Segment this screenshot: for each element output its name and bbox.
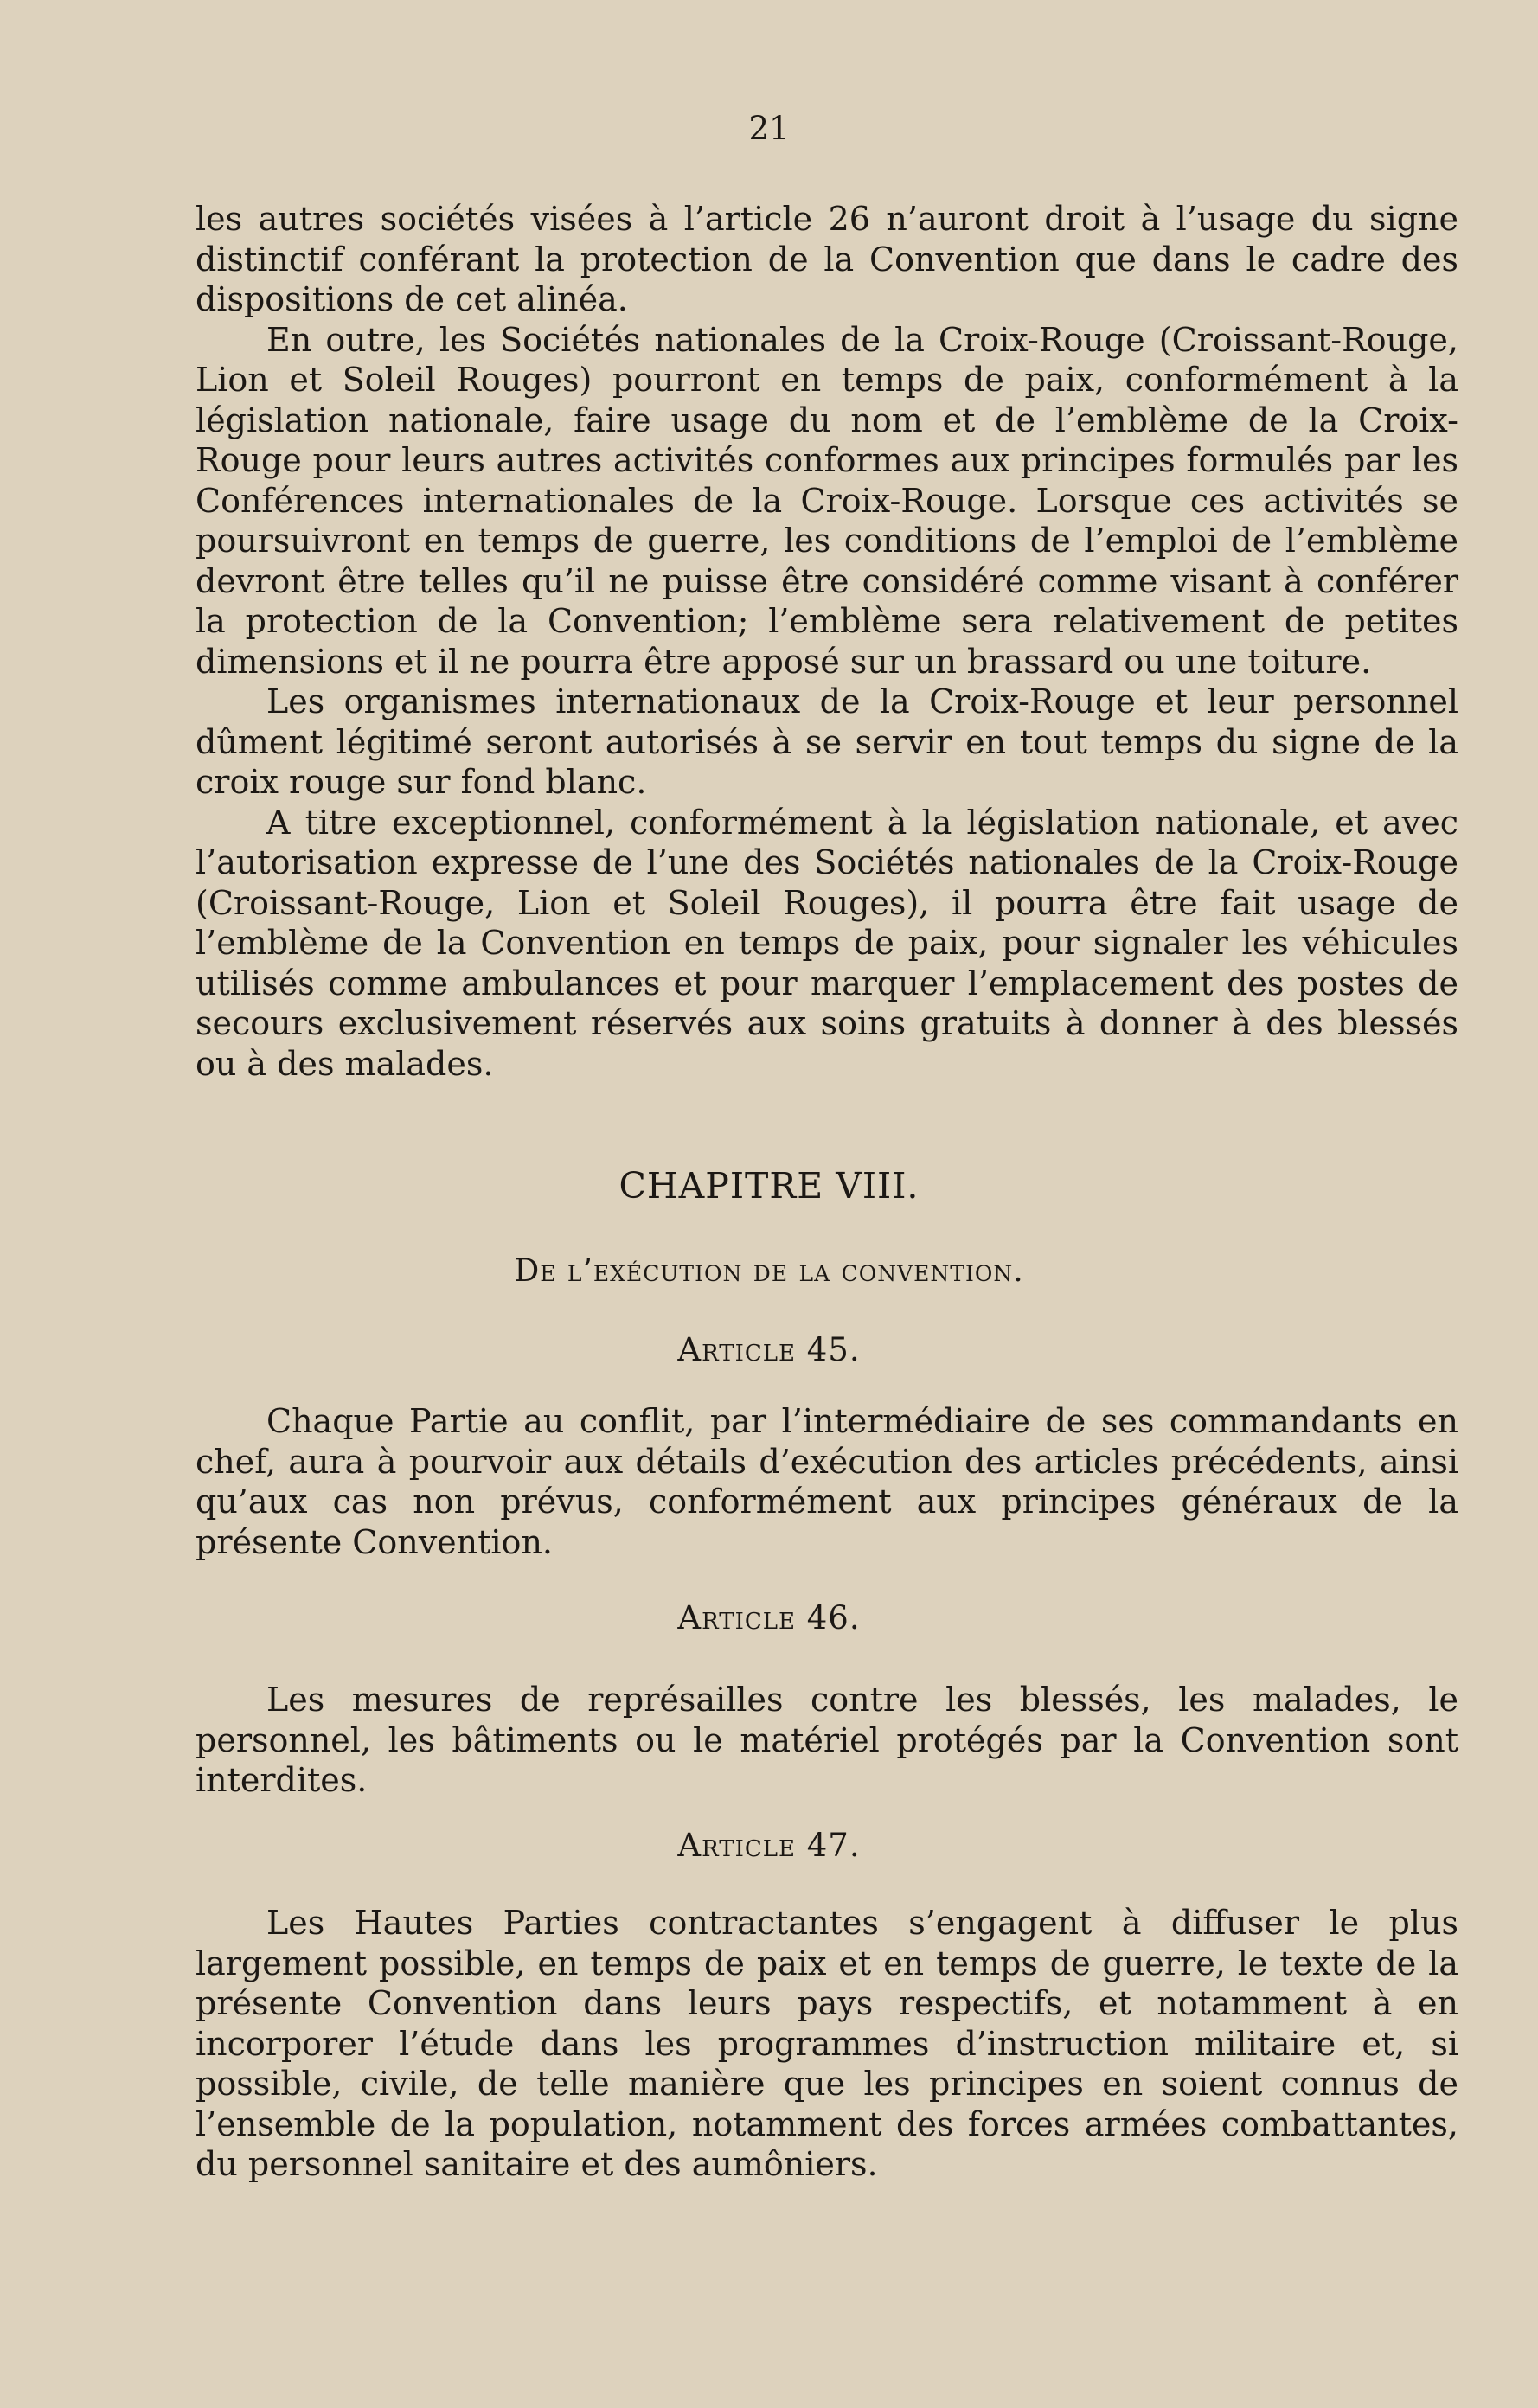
page-number: 21 bbox=[748, 110, 790, 147]
paragraph-exceptional-use: A titre exceptionnel, conformément à la législation nationale, et avec l’autorisation expresse de l’une des Sociétés nationales de la Croix-Rouge (Croissant-Rouge, Lion et Soleil Rouges), il pourra être fait usage de l’emblème de la Convention en temps de paix, pour signaler les véhicules utilisés comme ambulances et pour marquer l’emplacement des postes de secours exclusivement réservés aux soins gratuits à donner à des blessés ou à des malades. bbox=[195, 803, 1458, 1083]
chapter-subtitle: De l’exécution de la convention. bbox=[514, 1253, 1024, 1289]
article-45-body bbox=[195, 1401, 1458, 1562]
chapter-title: CHAPITRE VIII. bbox=[618, 1165, 920, 1207]
article-46-title: Article 46. bbox=[677, 1599, 861, 1636]
paragraph-national-societies: En outre, les Sociétés nationales de la Croix-Rouge (Croissant-Rouge, Lion et Soleil Rouges) pourront en temps de paix, conformément à la législation nationale, faire usage du nom et de l’emblème de la Croix-Rouge pour leurs autres activités conformes aux principes formulés par les Conférences internationales de la Croix-Rouge. Lorsque ces activités se poursuivront en temps de guerre, les conditions de l’emploi de l’emblème devront être telles qu’il ne puisse être considéré comme visant à conférer la protection de la Convention; l’emblème sera relativement de petites dimensions et il ne pourra être apposé sur un brassard ou une toiture. bbox=[195, 320, 1458, 681]
paragraph-international-organisms: Les organismes internationaux de la Croix-Rouge et leur personnel dûment légitimé seront autorisés à se servir en tout temps du signe de la croix rouge sur fond blanc. bbox=[195, 682, 1458, 801]
paragraph-continued: les autres sociétés visées à l’article 26 n’auront droit à l’usage du signe distinctif conférant la protection de la Convention que dans le cadre des dispositions de cet alinéa. bbox=[195, 200, 1458, 318]
article-46-body bbox=[195, 1680, 1458, 1801]
article-46-text: Les mesures de représailles contre les blessés, les malades, le personnel, les bâtiments ou le matériel protégés par la Convention sont interdites. bbox=[195, 1681, 1458, 1799]
article-47-body bbox=[195, 1903, 1458, 2185]
article-45-text: Chaque Partie au conflit, par l’intermédiaire de ses commandants en chef, aura à pourvoir aux détails d’exécution des articles précédents, ainsi qu’aux cas non prévus, conformément aux principes généraux de la présente Convention. bbox=[195, 1402, 1458, 1561]
article-45-title: Article 45. bbox=[677, 1331, 861, 1368]
article-47-text: Les Hautes Parties contractantes s’engagent à diffuser le plus largement possible, en temps de paix et en temps de guerre, le texte de la présente Convention dans leurs pays respectifs, et notamment à en incorporer l’étude dans les programmes d’instruction militaire et, si possible, civile, de telle manière que les principes en soient connus de l’ensemble de la population, notamment des forces armées combattantes, du personnel sanitaire et des aumôniers. bbox=[195, 1904, 1458, 2183]
intro-text-block bbox=[195, 199, 1458, 1084]
article-47-title: Article 47. bbox=[677, 1827, 861, 1864]
